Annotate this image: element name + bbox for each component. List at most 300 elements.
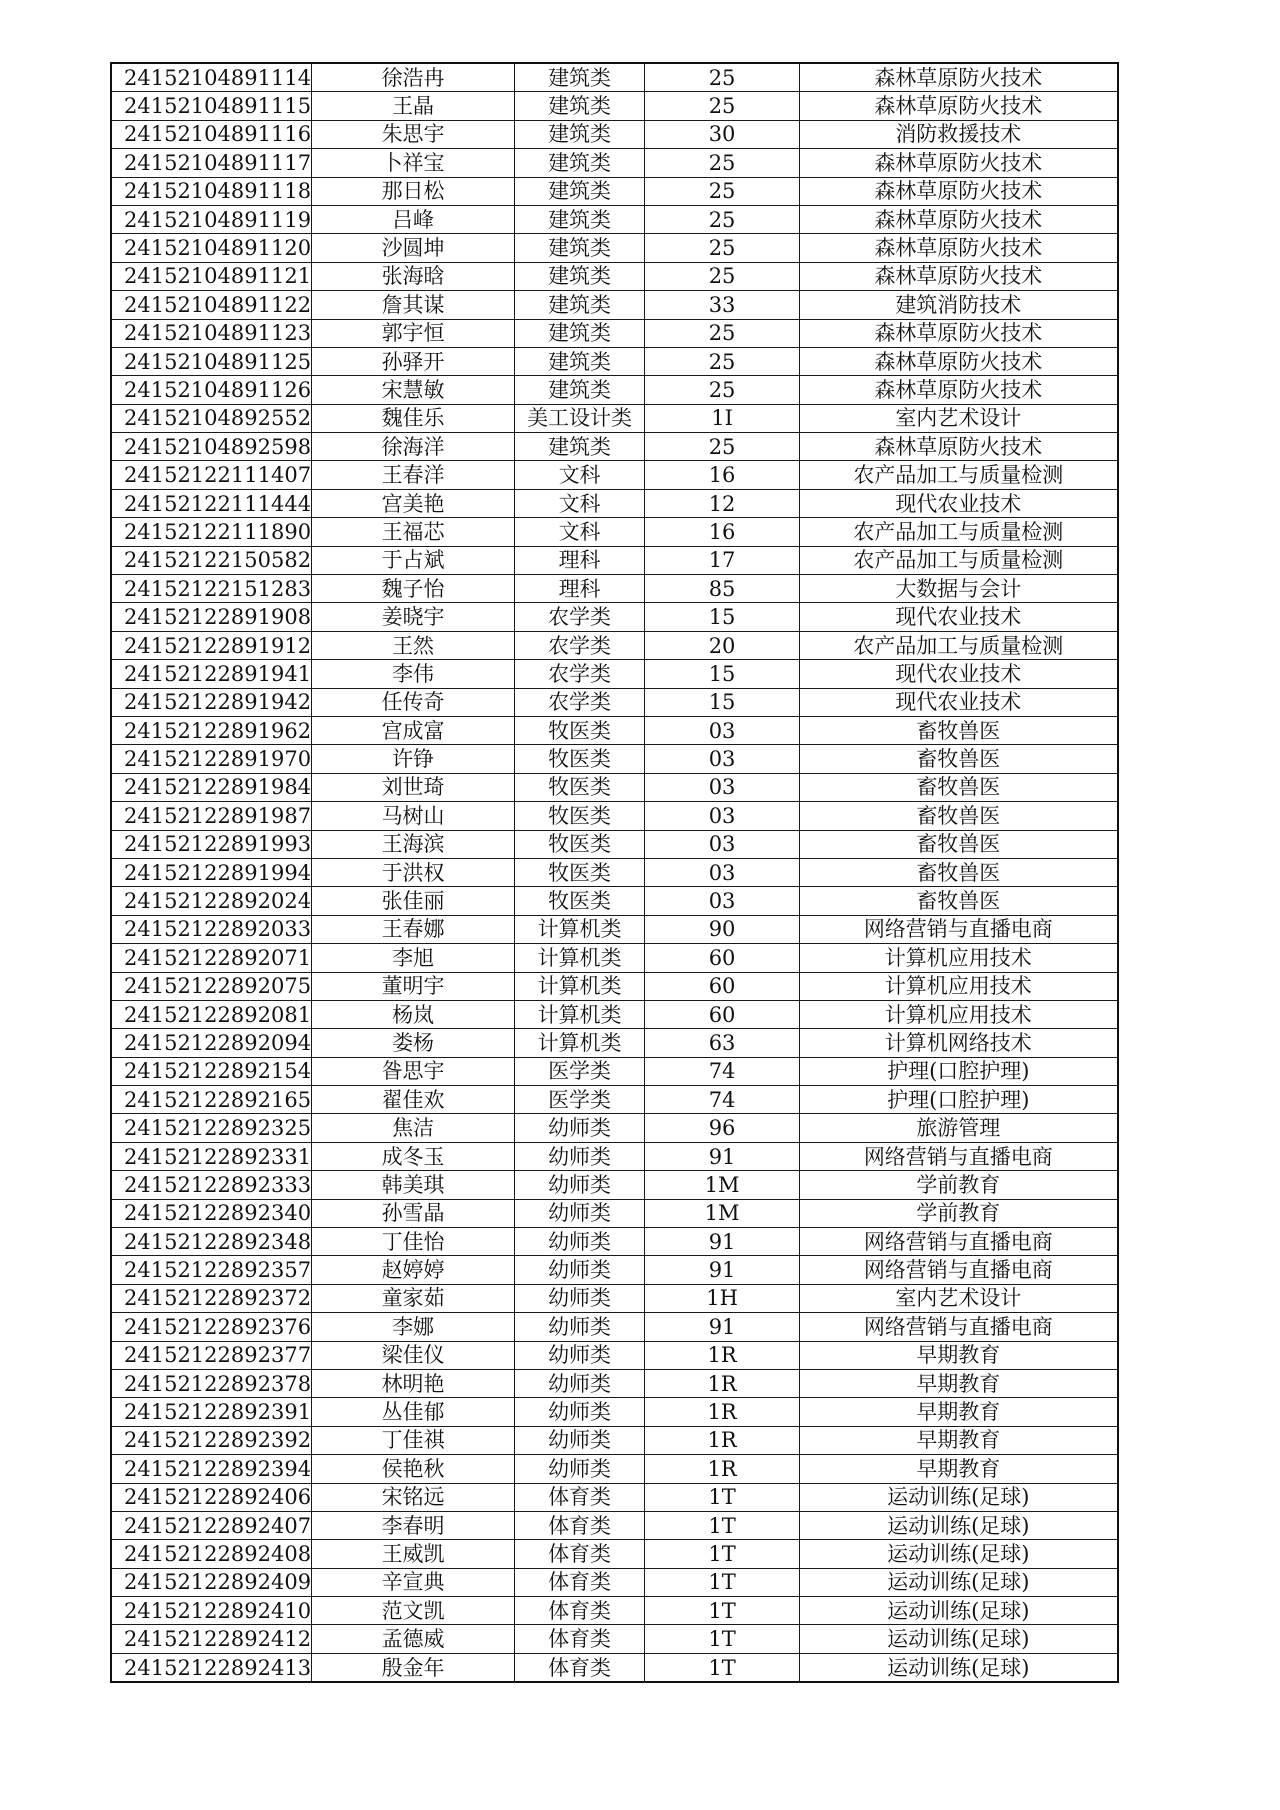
category-cell: 计算机类 — [515, 1029, 645, 1057]
student-id-cell: 24152122891942 — [111, 688, 312, 716]
table-row — [111, 1086, 1118, 1114]
major-name-cell: 学前教育 — [800, 1199, 1118, 1227]
major-name-cell: 计算机应用技术 — [800, 1000, 1118, 1028]
major-name-cell: 农产品加工与质量检测 — [800, 631, 1118, 659]
major-code-cell: 90 — [645, 915, 800, 943]
category-cell: 体育类 — [515, 1568, 645, 1596]
student-name-cell: 丛佳郁 — [312, 1398, 515, 1426]
table-row — [111, 858, 1118, 886]
major-code-cell: 91 — [645, 1142, 800, 1170]
major-name-cell: 农产品加工与质量检测 — [800, 546, 1118, 574]
student-id-cell: 24152104891118 — [111, 177, 312, 205]
student-name-cell: 童家茹 — [312, 1284, 515, 1312]
student-id-cell: 24152122891993 — [111, 830, 312, 858]
student-id-cell: 24152122151283 — [111, 575, 312, 603]
category-cell: 建筑类 — [515, 92, 645, 120]
student-id-cell: 24152104891114 — [111, 63, 312, 92]
category-cell: 幼师类 — [515, 1171, 645, 1199]
student-id-cell: 24152104891116 — [111, 120, 312, 148]
major-name-cell: 运动训练(足球) — [800, 1597, 1118, 1625]
category-cell: 建筑类 — [515, 205, 645, 233]
major-code-cell: 25 — [645, 347, 800, 375]
table-row — [111, 1000, 1118, 1028]
student-id-cell: 24152122891970 — [111, 745, 312, 773]
category-cell: 幼师类 — [515, 1341, 645, 1369]
major-code-cell: 1T — [645, 1483, 800, 1511]
major-name-cell: 网络营销与直播电商 — [800, 915, 1118, 943]
table-row — [111, 1398, 1118, 1426]
table-row — [111, 1426, 1118, 1454]
table-row — [111, 1625, 1118, 1653]
student-name-cell: 董明宇 — [312, 972, 515, 1000]
major-name-cell: 网络营销与直播电商 — [800, 1228, 1118, 1256]
student-name-cell: 李娜 — [312, 1313, 515, 1341]
student-id-cell: 24152122892394 — [111, 1455, 312, 1483]
major-code-cell: 25 — [645, 205, 800, 233]
table-row — [111, 149, 1118, 177]
student-name-cell: 林明艳 — [312, 1369, 515, 1397]
major-code-cell: 1R — [645, 1341, 800, 1369]
category-cell: 文科 — [515, 461, 645, 489]
major-name-cell: 室内艺术设计 — [800, 404, 1118, 432]
student-id-cell: 24152122892378 — [111, 1369, 312, 1397]
category-cell: 建筑类 — [515, 376, 645, 404]
major-code-cell: 1H — [645, 1284, 800, 1312]
student-name-cell: 于占斌 — [312, 546, 515, 574]
category-cell: 农学类 — [515, 688, 645, 716]
category-cell: 幼师类 — [515, 1455, 645, 1483]
major-code-cell: 85 — [645, 575, 800, 603]
major-code-cell: 30 — [645, 120, 800, 148]
major-name-cell: 计算机网络技术 — [800, 1029, 1118, 1057]
table-row — [111, 1369, 1118, 1397]
category-cell: 建筑类 — [515, 234, 645, 262]
table-row — [111, 575, 1118, 603]
student-id-cell: 24152104892552 — [111, 404, 312, 432]
student-id-cell: 24152122891987 — [111, 802, 312, 830]
major-name-cell: 护理(口腔护理) — [800, 1057, 1118, 1085]
table-row — [111, 1228, 1118, 1256]
student-name-cell: 侯艳秋 — [312, 1455, 515, 1483]
major-code-cell: 74 — [645, 1086, 800, 1114]
table-row — [111, 688, 1118, 716]
student-id-cell: 24152122892376 — [111, 1313, 312, 1341]
student-name-cell: 任传奇 — [312, 688, 515, 716]
student-name-cell: 詹其谋 — [312, 291, 515, 319]
major-code-cell: 1T — [645, 1653, 800, 1682]
major-code-cell: 1R — [645, 1398, 800, 1426]
student-id-cell: 24152122111407 — [111, 461, 312, 489]
student-name-cell: 宫成富 — [312, 716, 515, 744]
student-id-cell: 24152104891126 — [111, 376, 312, 404]
category-cell: 体育类 — [515, 1511, 645, 1539]
major-code-cell: 1T — [645, 1511, 800, 1539]
major-code-cell: 33 — [645, 291, 800, 319]
major-code-cell: 1M — [645, 1199, 800, 1227]
category-cell: 农学类 — [515, 660, 645, 688]
category-cell: 医学类 — [515, 1086, 645, 1114]
student-name-cell: 辛宣典 — [312, 1568, 515, 1596]
major-name-cell: 森林草原防火技术 — [800, 177, 1118, 205]
student-id-cell: 24152122892392 — [111, 1426, 312, 1454]
major-code-cell: 16 — [645, 461, 800, 489]
table-row — [111, 660, 1118, 688]
major-name-cell: 森林草原防火技术 — [800, 234, 1118, 262]
category-cell: 农学类 — [515, 631, 645, 659]
major-name-cell: 畜牧兽医 — [800, 887, 1118, 915]
student-name-cell: 宋慧敏 — [312, 376, 515, 404]
table-row — [111, 802, 1118, 830]
category-cell: 牧医类 — [515, 745, 645, 773]
category-cell: 文科 — [515, 489, 645, 517]
category-cell: 计算机类 — [515, 972, 645, 1000]
student-id-cell: 24152122892406 — [111, 1483, 312, 1511]
category-cell: 理科 — [515, 575, 645, 603]
student-name-cell: 赵婷婷 — [312, 1256, 515, 1284]
table-row — [111, 1171, 1118, 1199]
major-name-cell: 运动训练(足球) — [800, 1653, 1118, 1682]
table-row — [111, 1029, 1118, 1057]
table-row — [111, 461, 1118, 489]
student-id-cell: 24152122892165 — [111, 1086, 312, 1114]
major-name-cell: 农产品加工与质量检测 — [800, 461, 1118, 489]
student-id-cell: 24152122891912 — [111, 631, 312, 659]
table-row — [111, 291, 1118, 319]
student-name-cell: 娄杨 — [312, 1029, 515, 1057]
student-name-cell: 殷金年 — [312, 1653, 515, 1682]
major-code-cell: 03 — [645, 830, 800, 858]
student-name-cell: 沙圆坤 — [312, 234, 515, 262]
table-row — [111, 972, 1118, 1000]
category-cell: 牧医类 — [515, 802, 645, 830]
major-code-cell: 1I — [645, 404, 800, 432]
major-name-cell: 森林草原防火技术 — [800, 63, 1118, 92]
student-id-cell: 24152104891122 — [111, 291, 312, 319]
student-id-cell: 24152122892391 — [111, 1398, 312, 1426]
student-id-cell: 24152104891121 — [111, 262, 312, 290]
student-id-cell: 24152104892598 — [111, 433, 312, 461]
student-id-cell: 24152122891908 — [111, 603, 312, 631]
student-name-cell: 王福芯 — [312, 518, 515, 546]
major-name-cell: 大数据与会计 — [800, 575, 1118, 603]
student-name-cell: 翟佳欢 — [312, 1086, 515, 1114]
table-row — [111, 716, 1118, 744]
student-id-cell: 24152104891119 — [111, 205, 312, 233]
major-name-cell: 网络营销与直播电商 — [800, 1256, 1118, 1284]
category-cell: 文科 — [515, 518, 645, 546]
student-name-cell: 梁佳仪 — [312, 1341, 515, 1369]
table-row — [111, 1114, 1118, 1142]
table-row — [111, 262, 1118, 290]
table-row — [111, 1341, 1118, 1369]
category-cell: 美工设计类 — [515, 404, 645, 432]
student-name-cell: 杨岚 — [312, 1000, 515, 1028]
table-row — [111, 1057, 1118, 1085]
major-code-cell: 15 — [645, 603, 800, 631]
table-row — [111, 177, 1118, 205]
major-code-cell: 74 — [645, 1057, 800, 1085]
student-id-cell: 24152122111890 — [111, 518, 312, 546]
major-code-cell: 15 — [645, 688, 800, 716]
table-row — [111, 92, 1118, 120]
category-cell: 幼师类 — [515, 1256, 645, 1284]
student-id-cell: 24152122891962 — [111, 716, 312, 744]
student-id-cell: 24152104891123 — [111, 319, 312, 347]
student-name-cell: 王威凯 — [312, 1540, 515, 1568]
student-id-cell: 24152122892024 — [111, 887, 312, 915]
student-id-cell: 24152122892075 — [111, 972, 312, 1000]
student-id-cell: 24152122892333 — [111, 1171, 312, 1199]
major-code-cell: 96 — [645, 1114, 800, 1142]
major-name-cell: 森林草原防火技术 — [800, 92, 1118, 120]
category-cell: 计算机类 — [515, 944, 645, 972]
category-cell: 建筑类 — [515, 291, 645, 319]
student-name-cell: 李旭 — [312, 944, 515, 972]
category-cell: 体育类 — [515, 1625, 645, 1653]
major-code-cell: 15 — [645, 660, 800, 688]
major-code-cell: 25 — [645, 376, 800, 404]
student-id-cell: 24152122892407 — [111, 1511, 312, 1539]
table-row — [111, 1653, 1118, 1682]
student-id-cell: 24152104891125 — [111, 347, 312, 375]
major-code-cell: 03 — [645, 887, 800, 915]
major-name-cell: 现代农业技术 — [800, 660, 1118, 688]
major-name-cell: 森林草原防火技术 — [800, 262, 1118, 290]
major-code-cell: 03 — [645, 858, 800, 886]
student-id-cell: 24152122892071 — [111, 944, 312, 972]
table-row — [111, 830, 1118, 858]
major-name-cell: 早期教育 — [800, 1426, 1118, 1454]
table-row — [111, 1483, 1118, 1511]
student-name-cell: 成冬玉 — [312, 1142, 515, 1170]
category-cell: 牧医类 — [515, 858, 645, 886]
student-name-cell: 魏子怡 — [312, 575, 515, 603]
category-cell: 建筑类 — [515, 177, 645, 205]
table-row — [111, 1597, 1118, 1625]
major-code-cell: 63 — [645, 1029, 800, 1057]
student-name-cell: 李伟 — [312, 660, 515, 688]
major-code-cell: 03 — [645, 773, 800, 801]
table-row — [111, 319, 1118, 347]
student-name-cell: 王春娜 — [312, 915, 515, 943]
table-row — [111, 1455, 1118, 1483]
table-row — [111, 773, 1118, 801]
major-name-cell: 森林草原防火技术 — [800, 376, 1118, 404]
student-id-cell: 24152122891984 — [111, 773, 312, 801]
student-id-cell: 24152122892033 — [111, 915, 312, 943]
student-name-cell: 姜晓宇 — [312, 603, 515, 631]
table-row — [111, 1313, 1118, 1341]
student-id-cell: 24152122892081 — [111, 1000, 312, 1028]
table-row — [111, 376, 1118, 404]
major-name-cell: 旅游管理 — [800, 1114, 1118, 1142]
category-cell: 建筑类 — [515, 149, 645, 177]
table-row — [111, 944, 1118, 972]
category-cell: 幼师类 — [515, 1228, 645, 1256]
major-name-cell: 建筑消防技术 — [800, 291, 1118, 319]
major-code-cell: 17 — [645, 546, 800, 574]
table-row — [111, 1199, 1118, 1227]
table-row — [111, 205, 1118, 233]
major-name-cell: 畜牧兽医 — [800, 802, 1118, 830]
major-name-cell: 运动训练(足球) — [800, 1568, 1118, 1596]
category-cell: 建筑类 — [515, 319, 645, 347]
major-name-cell: 运动训练(足球) — [800, 1625, 1118, 1653]
major-code-cell: 1T — [645, 1540, 800, 1568]
student-id-cell: 24152122892331 — [111, 1142, 312, 1170]
major-code-cell: 1R — [645, 1455, 800, 1483]
table-row — [111, 1256, 1118, 1284]
category-cell: 牧医类 — [515, 887, 645, 915]
student-id-cell: 24152104891120 — [111, 234, 312, 262]
table-row — [111, 518, 1118, 546]
category-cell: 计算机类 — [515, 915, 645, 943]
major-code-cell: 16 — [645, 518, 800, 546]
table-body — [111, 63, 1118, 1682]
student-id-cell: 24152122892410 — [111, 1597, 312, 1625]
category-cell: 幼师类 — [515, 1284, 645, 1312]
student-name-cell: 卜祥宝 — [312, 149, 515, 177]
category-cell: 农学类 — [515, 603, 645, 631]
student-id-cell: 24152122892154 — [111, 1057, 312, 1085]
student-id-cell: 24152122892340 — [111, 1199, 312, 1227]
student-id-cell: 24152122892094 — [111, 1029, 312, 1057]
table-row — [111, 1511, 1118, 1539]
major-name-cell: 室内艺术设计 — [800, 1284, 1118, 1312]
student-name-cell: 王晶 — [312, 92, 515, 120]
category-cell: 医学类 — [515, 1057, 645, 1085]
student-name-cell: 徐浩冉 — [312, 63, 515, 92]
major-name-cell: 消防救援技术 — [800, 120, 1118, 148]
table-row — [111, 1568, 1118, 1596]
major-name-cell: 学前教育 — [800, 1171, 1118, 1199]
student-name-cell: 焦洁 — [312, 1114, 515, 1142]
major-name-cell: 畜牧兽医 — [800, 773, 1118, 801]
category-cell: 计算机类 — [515, 1000, 645, 1028]
major-code-cell: 25 — [645, 319, 800, 347]
major-code-cell: 25 — [645, 149, 800, 177]
major-code-cell: 1T — [645, 1568, 800, 1596]
student-name-cell: 吕峰 — [312, 205, 515, 233]
major-code-cell: 1T — [645, 1597, 800, 1625]
major-name-cell: 早期教育 — [800, 1398, 1118, 1426]
major-name-cell: 森林草原防火技术 — [800, 205, 1118, 233]
student-name-cell: 李春明 — [312, 1511, 515, 1539]
major-name-cell: 网络营销与直播电商 — [800, 1313, 1118, 1341]
category-cell: 幼师类 — [515, 1313, 645, 1341]
category-cell: 理科 — [515, 546, 645, 574]
student-name-cell: 魏佳乐 — [312, 404, 515, 432]
student-name-cell: 张佳丽 — [312, 887, 515, 915]
major-name-cell: 森林草原防火技术 — [800, 433, 1118, 461]
major-code-cell: 60 — [645, 972, 800, 1000]
student-name-cell: 张海晗 — [312, 262, 515, 290]
table-row — [111, 603, 1118, 631]
category-cell: 牧医类 — [515, 773, 645, 801]
student-id-cell: 24152122892377 — [111, 1341, 312, 1369]
student-name-cell: 于洪权 — [312, 858, 515, 886]
category-cell: 幼师类 — [515, 1369, 645, 1397]
student-name-cell: 韩美琪 — [312, 1171, 515, 1199]
category-cell: 体育类 — [515, 1483, 645, 1511]
major-code-cell: 60 — [645, 1000, 800, 1028]
student-id-cell: 24152122892325 — [111, 1114, 312, 1142]
major-code-cell: 25 — [645, 234, 800, 262]
major-code-cell: 1R — [645, 1426, 800, 1454]
category-cell: 幼师类 — [515, 1199, 645, 1227]
table-row — [111, 347, 1118, 375]
student-name-cell: 刘世琦 — [312, 773, 515, 801]
major-code-cell: 12 — [645, 489, 800, 517]
table-row — [111, 404, 1118, 432]
student-name-cell: 丁佳祺 — [312, 1426, 515, 1454]
major-code-cell: 25 — [645, 262, 800, 290]
major-code-cell: 1M — [645, 1171, 800, 1199]
major-code-cell: 60 — [645, 944, 800, 972]
student-name-cell: 王春洋 — [312, 461, 515, 489]
category-cell: 牧医类 — [515, 830, 645, 858]
major-name-cell: 早期教育 — [800, 1341, 1118, 1369]
major-name-cell: 森林草原防火技术 — [800, 149, 1118, 177]
category-cell: 建筑类 — [515, 120, 645, 148]
category-cell: 建筑类 — [515, 433, 645, 461]
admission-list-table — [110, 62, 1119, 1683]
student-name-cell: 王然 — [312, 631, 515, 659]
student-id-cell: 24152122150582 — [111, 546, 312, 574]
student-name-cell: 朱思宇 — [312, 120, 515, 148]
category-cell: 体育类 — [515, 1653, 645, 1682]
table-row — [111, 887, 1118, 915]
major-name-cell: 农产品加工与质量检测 — [800, 518, 1118, 546]
student-name-cell: 那日松 — [312, 177, 515, 205]
major-code-cell: 1R — [645, 1369, 800, 1397]
major-name-cell: 早期教育 — [800, 1455, 1118, 1483]
student-name-cell: 丁佳怡 — [312, 1228, 515, 1256]
student-id-cell: 24152122892409 — [111, 1568, 312, 1596]
major-name-cell: 早期教育 — [800, 1369, 1118, 1397]
student-id-cell: 24152122892413 — [111, 1653, 312, 1682]
major-code-cell: 91 — [645, 1313, 800, 1341]
student-name-cell: 孙驿开 — [312, 347, 515, 375]
table-row — [111, 234, 1118, 262]
table-row — [111, 745, 1118, 773]
major-code-cell: 03 — [645, 802, 800, 830]
category-cell: 牧医类 — [515, 716, 645, 744]
category-cell: 体育类 — [515, 1597, 645, 1625]
student-id-cell: 24152122892408 — [111, 1540, 312, 1568]
major-name-cell: 计算机应用技术 — [800, 944, 1118, 972]
student-name-cell: 徐海洋 — [312, 433, 515, 461]
student-name-cell: 王海滨 — [312, 830, 515, 858]
student-name-cell: 宋铭远 — [312, 1483, 515, 1511]
major-code-cell: 91 — [645, 1256, 800, 1284]
student-id-cell: 24152122891941 — [111, 660, 312, 688]
major-name-cell: 畜牧兽医 — [800, 716, 1118, 744]
major-code-cell: 25 — [645, 177, 800, 205]
student-id-cell: 24152122891994 — [111, 858, 312, 886]
major-name-cell: 森林草原防火技术 — [800, 347, 1118, 375]
major-name-cell: 现代农业技术 — [800, 489, 1118, 517]
table-row — [111, 1540, 1118, 1568]
category-cell: 幼师类 — [515, 1142, 645, 1170]
major-name-cell: 现代农业技术 — [800, 688, 1118, 716]
category-cell: 建筑类 — [515, 63, 645, 92]
major-name-cell: 现代农业技术 — [800, 603, 1118, 631]
student-name-cell: 昝思宇 — [312, 1057, 515, 1085]
category-cell: 体育类 — [515, 1540, 645, 1568]
category-cell: 建筑类 — [515, 347, 645, 375]
major-code-cell: 03 — [645, 716, 800, 744]
